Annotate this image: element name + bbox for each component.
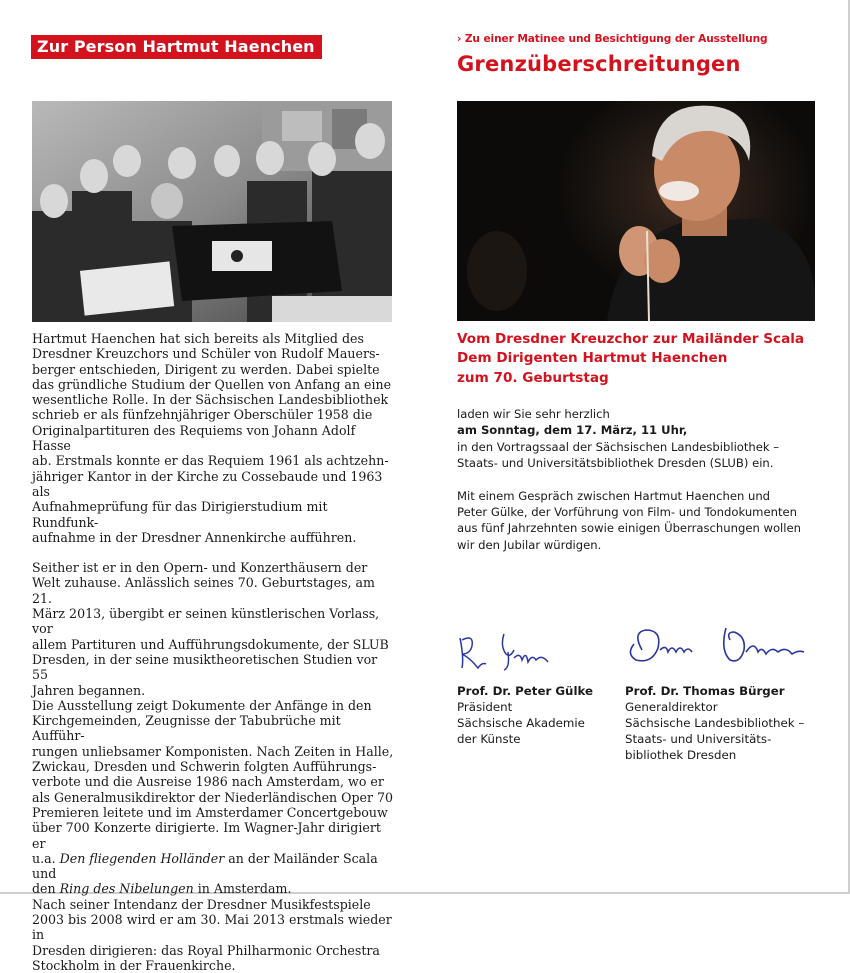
signatory-role: Präsident bbox=[457, 700, 513, 714]
signatory-role: Staats- und Universitäts- bbox=[625, 732, 772, 746]
signatory-role: Generaldirektor bbox=[625, 700, 718, 714]
text-line: Dresden dirigieren: das Royal Philharmonic Orchestra bbox=[32, 942, 380, 958]
event-title: Grenzüberschreitungen bbox=[457, 52, 741, 76]
text-line: Jahren begannen. bbox=[32, 682, 146, 698]
text-line: rungen unliebsamer Komponisten. Nach Zeiten in Halle, bbox=[32, 743, 394, 759]
text-line: aus fünf Jahrzehnten sowie einigen Überraschungen wollen bbox=[457, 521, 801, 536]
text-line: jähriger Kantor in der Kirche zu Cossebaude und 1963 als bbox=[32, 468, 383, 499]
signatory-role: bibliothek Dresden bbox=[625, 748, 737, 762]
signatory-role: der Künste bbox=[457, 732, 521, 746]
signature-thomas-buerger bbox=[622, 620, 812, 674]
text-line: ab. Erstmals konnte er das Requiem 1961 als achtzehn- bbox=[32, 453, 389, 469]
text-line: Mit einem Gespräch zwischen Hartmut Haenchen und bbox=[457, 488, 771, 503]
biography-line: u.a. Den fliegenden Holländer an der Mailänder Scala und bbox=[32, 850, 378, 882]
invitation-text bbox=[457, 406, 829, 553]
biography-text bbox=[32, 331, 394, 973]
event-kicker: › Zu einer Matinee und Besichtigung der Ausstellung bbox=[457, 33, 768, 45]
text-line: Originalpartituren des Requiems von Johann Adolf Hasse bbox=[32, 422, 356, 454]
text-line: als Generalmusikdirektor der Niederländischen Oper 70 bbox=[32, 789, 394, 805]
conductor-photo bbox=[457, 101, 815, 321]
text-line: Dresden, in der seine musiktheoretischen Studien vor 55 bbox=[32, 651, 378, 683]
signature-peter-guelke bbox=[456, 628, 566, 677]
text-line: Die Ausstellung zeigt Dokumente der Anfänge in den bbox=[32, 697, 372, 713]
section-heading: Zur Person Hartmut Haenchen bbox=[31, 35, 322, 59]
text-line: allem Partituren und Aufführungsdokumente, der SLUB bbox=[32, 636, 389, 652]
text-line: Stockholm in der Frauenkirche. bbox=[32, 957, 236, 973]
text-line: über 700 Konzerte dirigierte. Im Wagner-Jahr dirigiert er bbox=[32, 820, 381, 851]
event-subtitle bbox=[457, 330, 817, 388]
text-line: 2003 bis 2008 wird er am 30. Mai 2013 erstmals wieder in bbox=[32, 911, 392, 943]
biography-paragraph bbox=[32, 560, 394, 851]
invite-line: in den Vortragssaal der Sächsischen Landesbibliothek – bbox=[457, 439, 780, 454]
text-line: wir den Jubilar würdigen. bbox=[457, 537, 602, 552]
text-line: Dem Dirigenten Hartmut Haenchen bbox=[457, 350, 728, 367]
text-line: Seither ist er in den Opern- und Konzerthäusern der bbox=[32, 560, 368, 576]
signatory-name: Prof. Dr. Peter Gülke bbox=[457, 684, 594, 698]
signatory-name: Prof. Dr. Thomas Bürger bbox=[625, 684, 785, 698]
text-line: Premieren leitete und im Amsterdamer Concertgebouw bbox=[32, 804, 388, 820]
text-line: Zwickau, Dresden und Schwerin folgten Aufführungs- bbox=[32, 759, 377, 775]
text-line: März 2013, übergibt er seinen künstlerischen Vorlass, vor bbox=[32, 606, 380, 637]
text-line: Aufnahmeprüfung für das Dirigierstudium mit Rundfunk- bbox=[32, 499, 328, 530]
invite-date: am Sonntag, dem 17. März, 11 Uhr, bbox=[457, 423, 688, 438]
biography-line: den Ring des Nibelungen in Amsterdam. bbox=[32, 881, 292, 897]
text-line: verbote und die Ausreise 1986 nach Amsterdam, wo er bbox=[32, 774, 384, 790]
text-line: aufnahme in der Dresdner Annenkirche aufführen. bbox=[32, 529, 357, 545]
signatory-guelke bbox=[457, 683, 593, 747]
invite-line: laden wir Sie sehr herzlich bbox=[457, 407, 610, 421]
biography-paragraph bbox=[32, 331, 394, 545]
text-line: Kirchgemeinden, Zeugnisse der Tabubrüche mit Aufführ- bbox=[32, 713, 341, 744]
text-line: Hartmut Haenchen hat sich bereits als Mitglied des bbox=[32, 331, 364, 346]
text-line: das gründliche Studium der Quellen von Anfang an eine bbox=[32, 376, 392, 392]
text-line: schrieb er als fünfzehnjähriger Oberschüler 1958 die bbox=[32, 407, 373, 423]
text-line: Peter Gülke, der Vorführung von Film- und Tondokumenten bbox=[457, 505, 797, 520]
signatory-role: Sächsische Landesbibliothek – bbox=[625, 716, 805, 730]
signatory-buerger bbox=[625, 683, 804, 763]
text-line: Welt zuhause. Anlässlich seines 70. Geburtstages, am 21. bbox=[32, 575, 375, 606]
text-line: Nach seiner Intendanz der Dresdner Musikfestspiele bbox=[32, 896, 371, 912]
biography-paragraph bbox=[32, 897, 394, 973]
text-line: zum 70. Geburtstag bbox=[457, 369, 609, 386]
invite-paragraph bbox=[457, 488, 829, 554]
invite-line: Staats- und Universitätsbibliothek Dresden (SLUB) ein. bbox=[457, 456, 774, 471]
historic-photo-choir-boys bbox=[32, 101, 392, 322]
text-line: berger entschieden, Dirigent zu werden. Dabei spielte bbox=[32, 361, 380, 377]
text-line: Dresdner Kreuzchors und Schüler von Rudolf Mauers- bbox=[32, 346, 380, 362]
text-line: wesentliche Rolle. In der Sächsischen Landesbibliothek bbox=[32, 392, 389, 408]
text-line: Vom Dresdner Kreuzchor zur Mailänder Scala bbox=[457, 331, 805, 347]
signatory-role: Sächsische Akademie bbox=[457, 716, 585, 730]
